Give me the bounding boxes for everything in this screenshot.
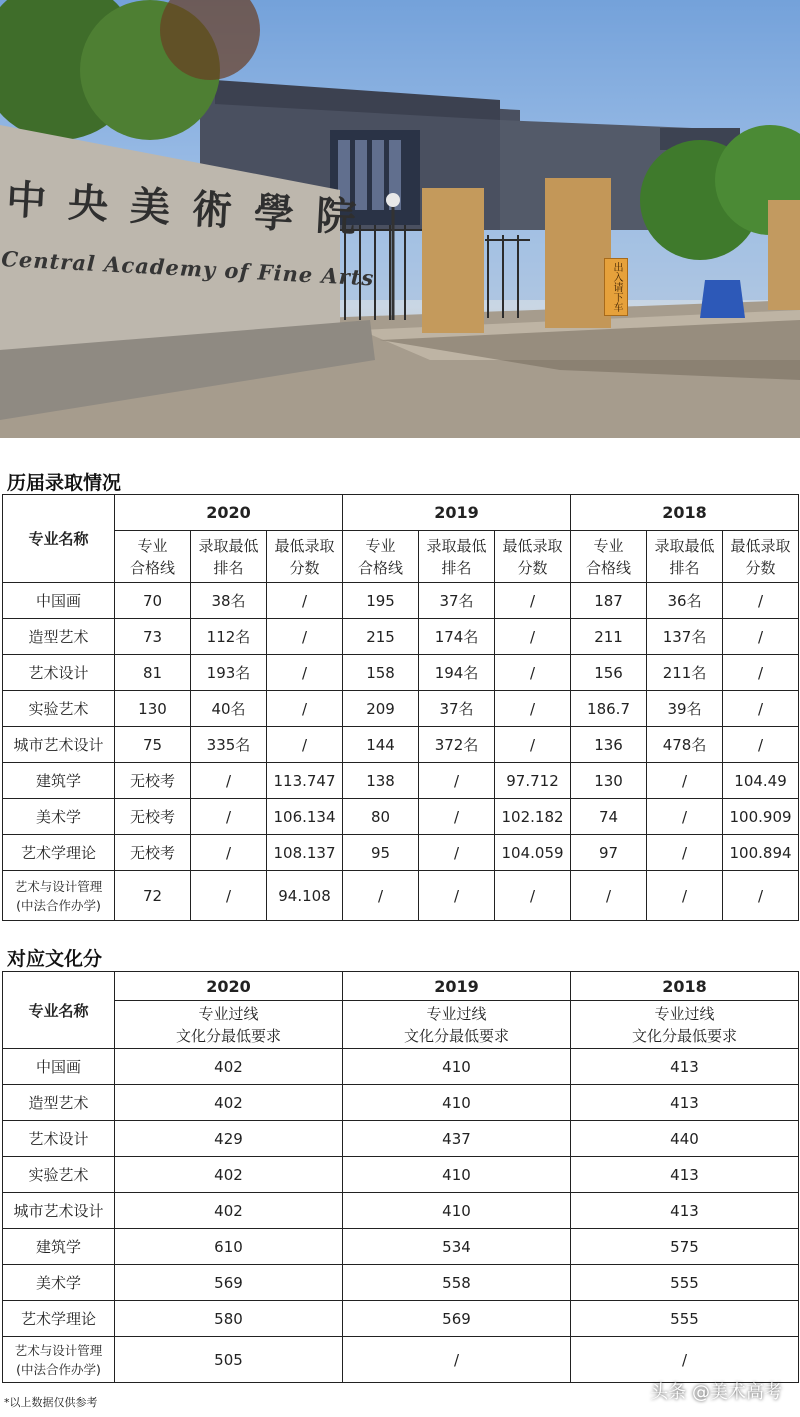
data-cell: 195 bbox=[343, 583, 419, 619]
data-cell: 104.059 bbox=[495, 835, 571, 871]
data-cell: 402 bbox=[115, 1085, 343, 1121]
data-cell: 410 bbox=[343, 1157, 571, 1193]
data-cell: 37名 bbox=[419, 691, 495, 727]
data-cell: 无校考 bbox=[115, 835, 191, 871]
data-cell: 102.182 bbox=[495, 799, 571, 835]
data-cell: 137名 bbox=[647, 619, 723, 655]
major-name-header: 专业名称 bbox=[3, 972, 115, 1049]
table-row bbox=[3, 835, 799, 871]
data-cell: 478名 bbox=[647, 727, 723, 763]
data-cell: 75 bbox=[115, 727, 191, 763]
data-cell: 113.747 bbox=[267, 763, 343, 799]
data-cell: / bbox=[647, 763, 723, 799]
min-rank-header-2019 bbox=[419, 531, 495, 583]
table-row bbox=[3, 655, 799, 691]
data-cell: / bbox=[419, 799, 495, 835]
header-line: 最低录取 bbox=[274, 536, 335, 555]
major-name-line: 艺术与设计管理 bbox=[14, 878, 103, 894]
data-cell: 100.909 bbox=[723, 799, 799, 835]
data-cell: / bbox=[647, 835, 723, 871]
header-line: 专业 bbox=[137, 536, 168, 555]
table-row bbox=[3, 1337, 799, 1383]
data-cell: 402 bbox=[115, 1193, 343, 1229]
data-cell: / bbox=[723, 655, 799, 691]
major-name-line: 艺术与设计管理 bbox=[14, 1342, 103, 1358]
major-name-cell: 美术学 bbox=[3, 799, 115, 835]
data-cell: 187 bbox=[571, 583, 647, 619]
table-row bbox=[3, 799, 799, 835]
header-line: 录取最低 bbox=[426, 536, 487, 555]
data-cell: 211 bbox=[571, 619, 647, 655]
min-score-header-2019 bbox=[495, 531, 571, 583]
data-cell: / bbox=[267, 655, 343, 691]
data-cell: / bbox=[191, 871, 267, 921]
header-line: 合格线 bbox=[586, 558, 632, 577]
major-name-cell: 造型艺术 bbox=[3, 1085, 115, 1121]
table-row bbox=[3, 871, 799, 921]
table-row bbox=[3, 1121, 799, 1157]
data-cell: 94.108 bbox=[267, 871, 343, 921]
data-cell: 555 bbox=[571, 1265, 799, 1301]
year-header-2020: 2020 bbox=[115, 972, 343, 1001]
data-cell: / bbox=[191, 835, 267, 871]
data-cell: 144 bbox=[343, 727, 419, 763]
major-name-cell bbox=[3, 871, 115, 921]
data-cell: 97.712 bbox=[495, 763, 571, 799]
header-line: 录取最低 bbox=[654, 536, 715, 555]
data-cell: / bbox=[343, 871, 419, 921]
qualify-line-header-2020 bbox=[115, 531, 191, 583]
major-name-cell: 建筑学 bbox=[3, 1229, 115, 1265]
major-name-cell: 城市艺术设计 bbox=[3, 727, 115, 763]
data-cell: 40名 bbox=[191, 691, 267, 727]
major-name-note: (中法合作办学) bbox=[16, 1361, 101, 1377]
header-line: 专业过线 bbox=[198, 1004, 259, 1023]
data-cell: 410 bbox=[343, 1085, 571, 1121]
table-row bbox=[3, 1049, 799, 1085]
table-row bbox=[3, 1085, 799, 1121]
major-name-cell: 艺术设计 bbox=[3, 655, 115, 691]
major-name-cell bbox=[3, 1337, 115, 1383]
data-cell: 558 bbox=[343, 1265, 571, 1301]
min-score-header-2020 bbox=[267, 531, 343, 583]
data-cell: / bbox=[495, 619, 571, 655]
header-line: 合格线 bbox=[129, 558, 175, 577]
table-row bbox=[3, 619, 799, 655]
admission-history-title: 历届录取情况 bbox=[7, 472, 122, 494]
data-cell: 36名 bbox=[647, 583, 723, 619]
data-cell: 95 bbox=[343, 835, 419, 871]
data-cell: 186.7 bbox=[571, 691, 647, 727]
data-cell: / bbox=[571, 1337, 799, 1383]
major-name-cell: 艺术学理论 bbox=[3, 835, 115, 871]
data-cell: 108.137 bbox=[267, 835, 343, 871]
data-cell: / bbox=[267, 583, 343, 619]
data-cell: 610 bbox=[115, 1229, 343, 1265]
data-cell: / bbox=[495, 583, 571, 619]
table-row bbox=[3, 583, 799, 619]
data-cell: 70 bbox=[115, 583, 191, 619]
data-cell: / bbox=[723, 619, 799, 655]
major-name-note: (中法合作办学) bbox=[16, 897, 101, 913]
major-name-cell: 中国画 bbox=[3, 583, 115, 619]
data-cell: 215 bbox=[343, 619, 419, 655]
year-header-2018: 2018 bbox=[571, 495, 799, 531]
header-line: 专业过线 bbox=[654, 1004, 715, 1023]
major-name-cell: 建筑学 bbox=[3, 763, 115, 799]
culture-requirement-header-2019 bbox=[343, 1001, 571, 1049]
header-line: 专业 bbox=[593, 536, 624, 555]
data-cell: / bbox=[723, 691, 799, 727]
data-cell: 209 bbox=[343, 691, 419, 727]
gate-plate: 出入请下车 bbox=[604, 258, 628, 316]
header-line: 专业 bbox=[365, 536, 396, 555]
major-name-cell: 实验艺术 bbox=[3, 691, 115, 727]
data-cell: 534 bbox=[343, 1229, 571, 1265]
major-name-cell: 艺术设计 bbox=[3, 1121, 115, 1157]
header-line: 分数 bbox=[745, 558, 776, 577]
qualify-line-header-2018 bbox=[571, 531, 647, 583]
data-cell: / bbox=[647, 799, 723, 835]
data-cell: 569 bbox=[343, 1301, 571, 1337]
watermark: 头条 @美术高考 bbox=[650, 1382, 782, 1403]
data-cell: 39名 bbox=[647, 691, 723, 727]
data-cell: / bbox=[343, 1337, 571, 1383]
data-cell: / bbox=[267, 619, 343, 655]
culture-score-table bbox=[2, 971, 799, 1383]
data-cell: 无校考 bbox=[115, 799, 191, 835]
data-cell: 402 bbox=[115, 1157, 343, 1193]
header-line: 录取最低 bbox=[198, 536, 259, 555]
header-line: 排名 bbox=[213, 558, 244, 577]
qualify-line-header-2019 bbox=[343, 531, 419, 583]
data-cell: 410 bbox=[343, 1193, 571, 1229]
data-cell: / bbox=[723, 727, 799, 763]
header-line: 排名 bbox=[669, 558, 700, 577]
data-cell: 136 bbox=[571, 727, 647, 763]
table-row bbox=[3, 1157, 799, 1193]
header-line: 文化分最低要求 bbox=[175, 1026, 281, 1045]
data-cell: 402 bbox=[115, 1049, 343, 1085]
header-line: 排名 bbox=[441, 558, 472, 577]
data-cell: / bbox=[419, 763, 495, 799]
data-cell: 37名 bbox=[419, 583, 495, 619]
data-cell: 335名 bbox=[191, 727, 267, 763]
table-row bbox=[3, 763, 799, 799]
major-name-cell: 城市艺术设计 bbox=[3, 1193, 115, 1229]
data-cell: 138 bbox=[343, 763, 419, 799]
min-rank-header-2018 bbox=[647, 531, 723, 583]
data-cell: / bbox=[191, 763, 267, 799]
data-cell: / bbox=[495, 691, 571, 727]
min-score-header-2018 bbox=[723, 531, 799, 583]
data-cell: 580 bbox=[115, 1301, 343, 1337]
data-cell: / bbox=[571, 871, 647, 921]
data-cell: 413 bbox=[571, 1085, 799, 1121]
header-line: 分数 bbox=[517, 558, 548, 577]
culture-score-title: 对应文化分 bbox=[7, 948, 103, 970]
min-rank-header-2020 bbox=[191, 531, 267, 583]
footnote: *以上数据仅供参考 bbox=[4, 1396, 98, 1409]
header-line: 最低录取 bbox=[502, 536, 563, 555]
table-row bbox=[3, 1229, 799, 1265]
table-row bbox=[3, 691, 799, 727]
data-cell: 372名 bbox=[419, 727, 495, 763]
data-cell: 112名 bbox=[191, 619, 267, 655]
table-row bbox=[3, 727, 799, 763]
data-cell: 505 bbox=[115, 1337, 343, 1383]
table-row bbox=[3, 1301, 799, 1337]
table-row bbox=[3, 1193, 799, 1229]
data-cell: / bbox=[723, 583, 799, 619]
data-cell: 193名 bbox=[191, 655, 267, 691]
campus-sign-english: Central Academy of Fine Arts bbox=[0, 246, 376, 291]
data-cell: 130 bbox=[571, 763, 647, 799]
header-line: 文化分最低要求 bbox=[403, 1026, 509, 1045]
data-cell: / bbox=[495, 727, 571, 763]
data-cell: 73 bbox=[115, 619, 191, 655]
data-cell: 81 bbox=[115, 655, 191, 691]
data-cell: 106.134 bbox=[267, 799, 343, 835]
campus-sign-chinese: 中央美術學院 bbox=[5, 175, 380, 243]
data-cell: 413 bbox=[571, 1049, 799, 1085]
data-cell: 410 bbox=[343, 1049, 571, 1085]
data-cell: 413 bbox=[571, 1193, 799, 1229]
data-cell: 440 bbox=[571, 1121, 799, 1157]
header-line: 合格线 bbox=[358, 558, 404, 577]
major-name-cell: 造型艺术 bbox=[3, 619, 115, 655]
data-cell: 100.894 bbox=[723, 835, 799, 871]
major-name-cell: 艺术学理论 bbox=[3, 1301, 115, 1337]
culture-requirement-header-2020 bbox=[115, 1001, 343, 1049]
data-cell: 158 bbox=[343, 655, 419, 691]
data-cell: / bbox=[723, 871, 799, 921]
header-line: 专业过线 bbox=[426, 1004, 487, 1023]
data-cell: 429 bbox=[115, 1121, 343, 1157]
data-cell: 80 bbox=[343, 799, 419, 835]
data-cell: 575 bbox=[571, 1229, 799, 1265]
data-cell: 437 bbox=[343, 1121, 571, 1157]
data-cell: 104.49 bbox=[723, 763, 799, 799]
data-cell: 174名 bbox=[419, 619, 495, 655]
data-cell: 97 bbox=[571, 835, 647, 871]
year-header-2019: 2019 bbox=[343, 972, 571, 1001]
data-cell: / bbox=[647, 871, 723, 921]
major-name-header: 专业名称 bbox=[3, 495, 115, 583]
data-cell: / bbox=[495, 871, 571, 921]
data-cell: 无校考 bbox=[115, 763, 191, 799]
data-cell: 38名 bbox=[191, 583, 267, 619]
admission-history-table bbox=[2, 494, 799, 921]
header-line: 最低录取 bbox=[730, 536, 791, 555]
campus-photo bbox=[0, 0, 800, 438]
year-header-2020: 2020 bbox=[115, 495, 343, 531]
data-cell: 130 bbox=[115, 691, 191, 727]
data-cell: 413 bbox=[571, 1157, 799, 1193]
major-name-cell: 实验艺术 bbox=[3, 1157, 115, 1193]
data-cell: / bbox=[267, 727, 343, 763]
header-line: 文化分最低要求 bbox=[631, 1026, 737, 1045]
data-cell: 72 bbox=[115, 871, 191, 921]
data-cell: 74 bbox=[571, 799, 647, 835]
major-name-cell: 美术学 bbox=[3, 1265, 115, 1301]
data-cell: 194名 bbox=[419, 655, 495, 691]
data-cell: / bbox=[267, 691, 343, 727]
header-line: 分数 bbox=[289, 558, 320, 577]
data-cell: / bbox=[419, 835, 495, 871]
year-header-2019: 2019 bbox=[343, 495, 571, 531]
data-cell: / bbox=[495, 655, 571, 691]
year-header-2018: 2018 bbox=[571, 972, 799, 1001]
major-name-cell: 中国画 bbox=[3, 1049, 115, 1085]
data-cell: / bbox=[419, 871, 495, 921]
data-cell: 569 bbox=[115, 1265, 343, 1301]
data-cell: 211名 bbox=[647, 655, 723, 691]
data-cell: / bbox=[191, 799, 267, 835]
culture-requirement-header-2018 bbox=[571, 1001, 799, 1049]
table-row bbox=[3, 1265, 799, 1301]
data-cell: 555 bbox=[571, 1301, 799, 1337]
data-cell: 156 bbox=[571, 655, 647, 691]
